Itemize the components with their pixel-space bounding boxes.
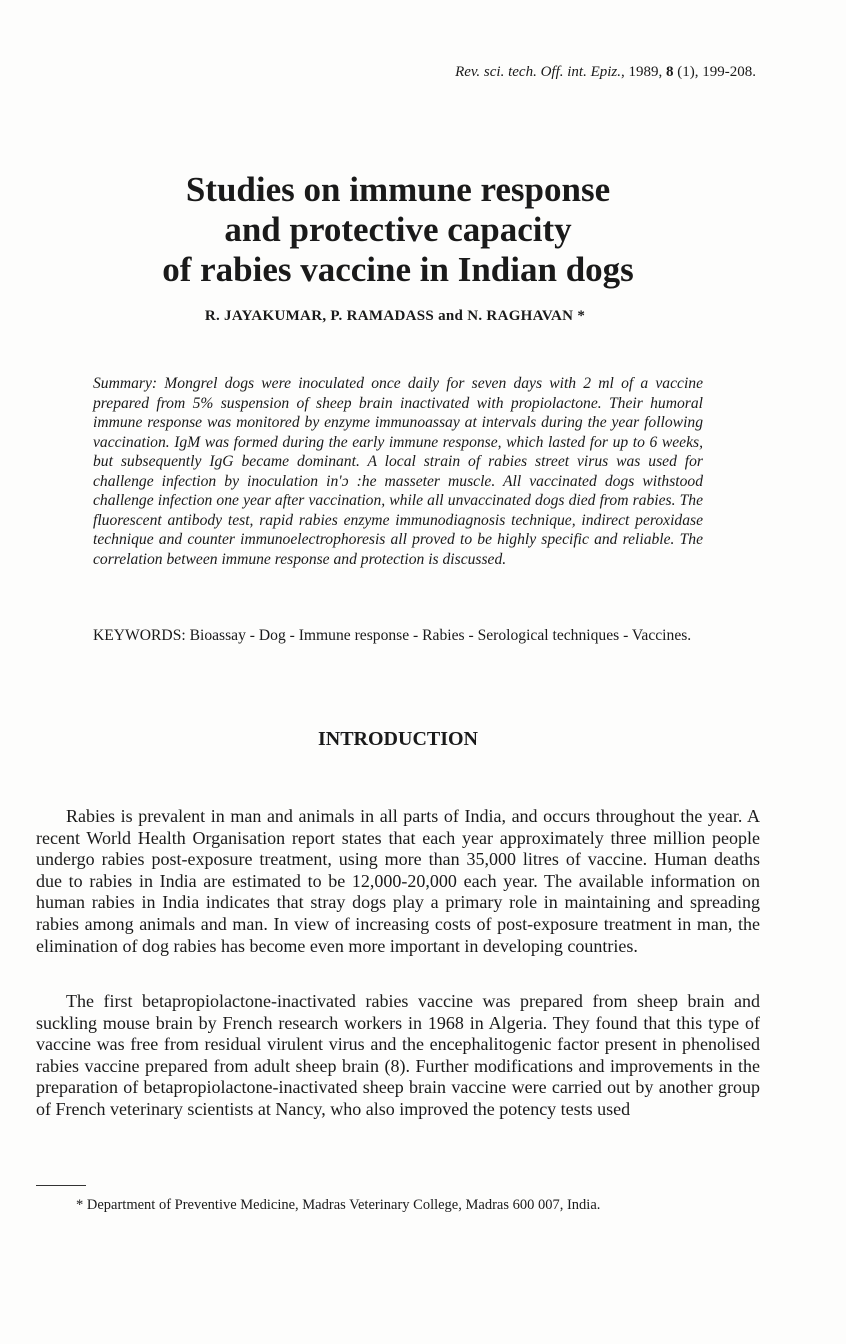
- citation-issue-pages: (1), 199-208.: [673, 64, 756, 80]
- title-line-1: Studies on immune response: [185, 170, 611, 209]
- citation-volume: 8: [666, 64, 674, 80]
- keywords: KEYWORDS: Bioassay - Dog - Immune response - Rabies - Serological techniques - Vaccines.: [93, 627, 692, 644]
- title-line-2: and protective capacity: [224, 210, 572, 249]
- author-affiliation-footnote: * Department of Preventive Medicine, Madras Veterinary College, Madras 600 007, India.: [76, 1197, 601, 1213]
- journal-name: Rev. sci. tech. Off. int. Epiz.: [455, 64, 621, 80]
- abstract: [93, 374, 703, 569]
- paragraph-text: Rabies is prevalent in man and animals in all parts of India, and occurs throughout the year. A recent World Health Organisation report states that each year approximately three million people undergo rabies post-exposure treatment, using more than 35,000 litres of vaccine. Human deaths due to rabies in India are estimated to be 12,000-20,000 each year. The available information on human rabies in India indicates that stray dogs play a primary role in maintaining and spreading rabies among animals and man. In view of increasing costs of post-exposure treatment in man, the elimination of dog rabies has become even more important in developing countries.: [36, 806, 760, 956]
- paper-title: [0, 170, 796, 290]
- citation-year: , 1989,: [621, 64, 666, 80]
- journal-citation: [455, 64, 756, 81]
- introduction-paragraph-1: [36, 806, 760, 957]
- title-line-3: of rabies vaccine in Indian dogs: [162, 250, 634, 289]
- section-heading-introduction: INTRODUCTION: [317, 728, 479, 750]
- author-list: R. JAYAKUMAR, P. RAMADASS and N. RAGHAVAN *: [204, 308, 586, 324]
- paragraph-text: The first betapropiolactone-inactivated rabies vaccine was prepared from sheep brain and suckling mouse brain by French research workers in 1968 in Algeria. They found that this type of vaccine was free from residual virulent virus and the encephalitogenic factor present in phenolised rabies vaccine prepared from adult sheep brain (8). Further modifications and improvements in the preparation of betapropiolactone-inactivated sheep brain vaccine were carried out by another group of French veterinary scientists at Nancy, who also improved the potency tests used: [36, 991, 760, 1119]
- abstract-text: Mongrel dogs were inoculated once daily for seven days with 2 ml of a vaccine prepared from 5% suspension of sheep brain inactivated with propiolactone. Their humoral immune response was monitored by enzyme immunoassay at intervals during the year following vaccination. IgM was formed during the early immune response, which lasted for up to 6 weeks, but subsequently IgG became dominant. A local strain of rabies street virus was used for challenge infection by inoculation in'ɔ :he masseter muscle. All vaccinated dogs withstood challenge infection one year after vaccination, while all unvaccinated dogs died from rabies. The fluorescent antibody test, rapid rabies enzyme immunodiagnosis technique, indirect peroxidase technique and counter immunoelectrophoresis all proved to be highly specific and reliable. The correlation between immune response and protection is discussed.: [93, 375, 703, 568]
- abstract-label: Summary:: [93, 375, 158, 392]
- footnote-divider: [36, 1185, 86, 1186]
- introduction-paragraph-2: [36, 991, 760, 1121]
